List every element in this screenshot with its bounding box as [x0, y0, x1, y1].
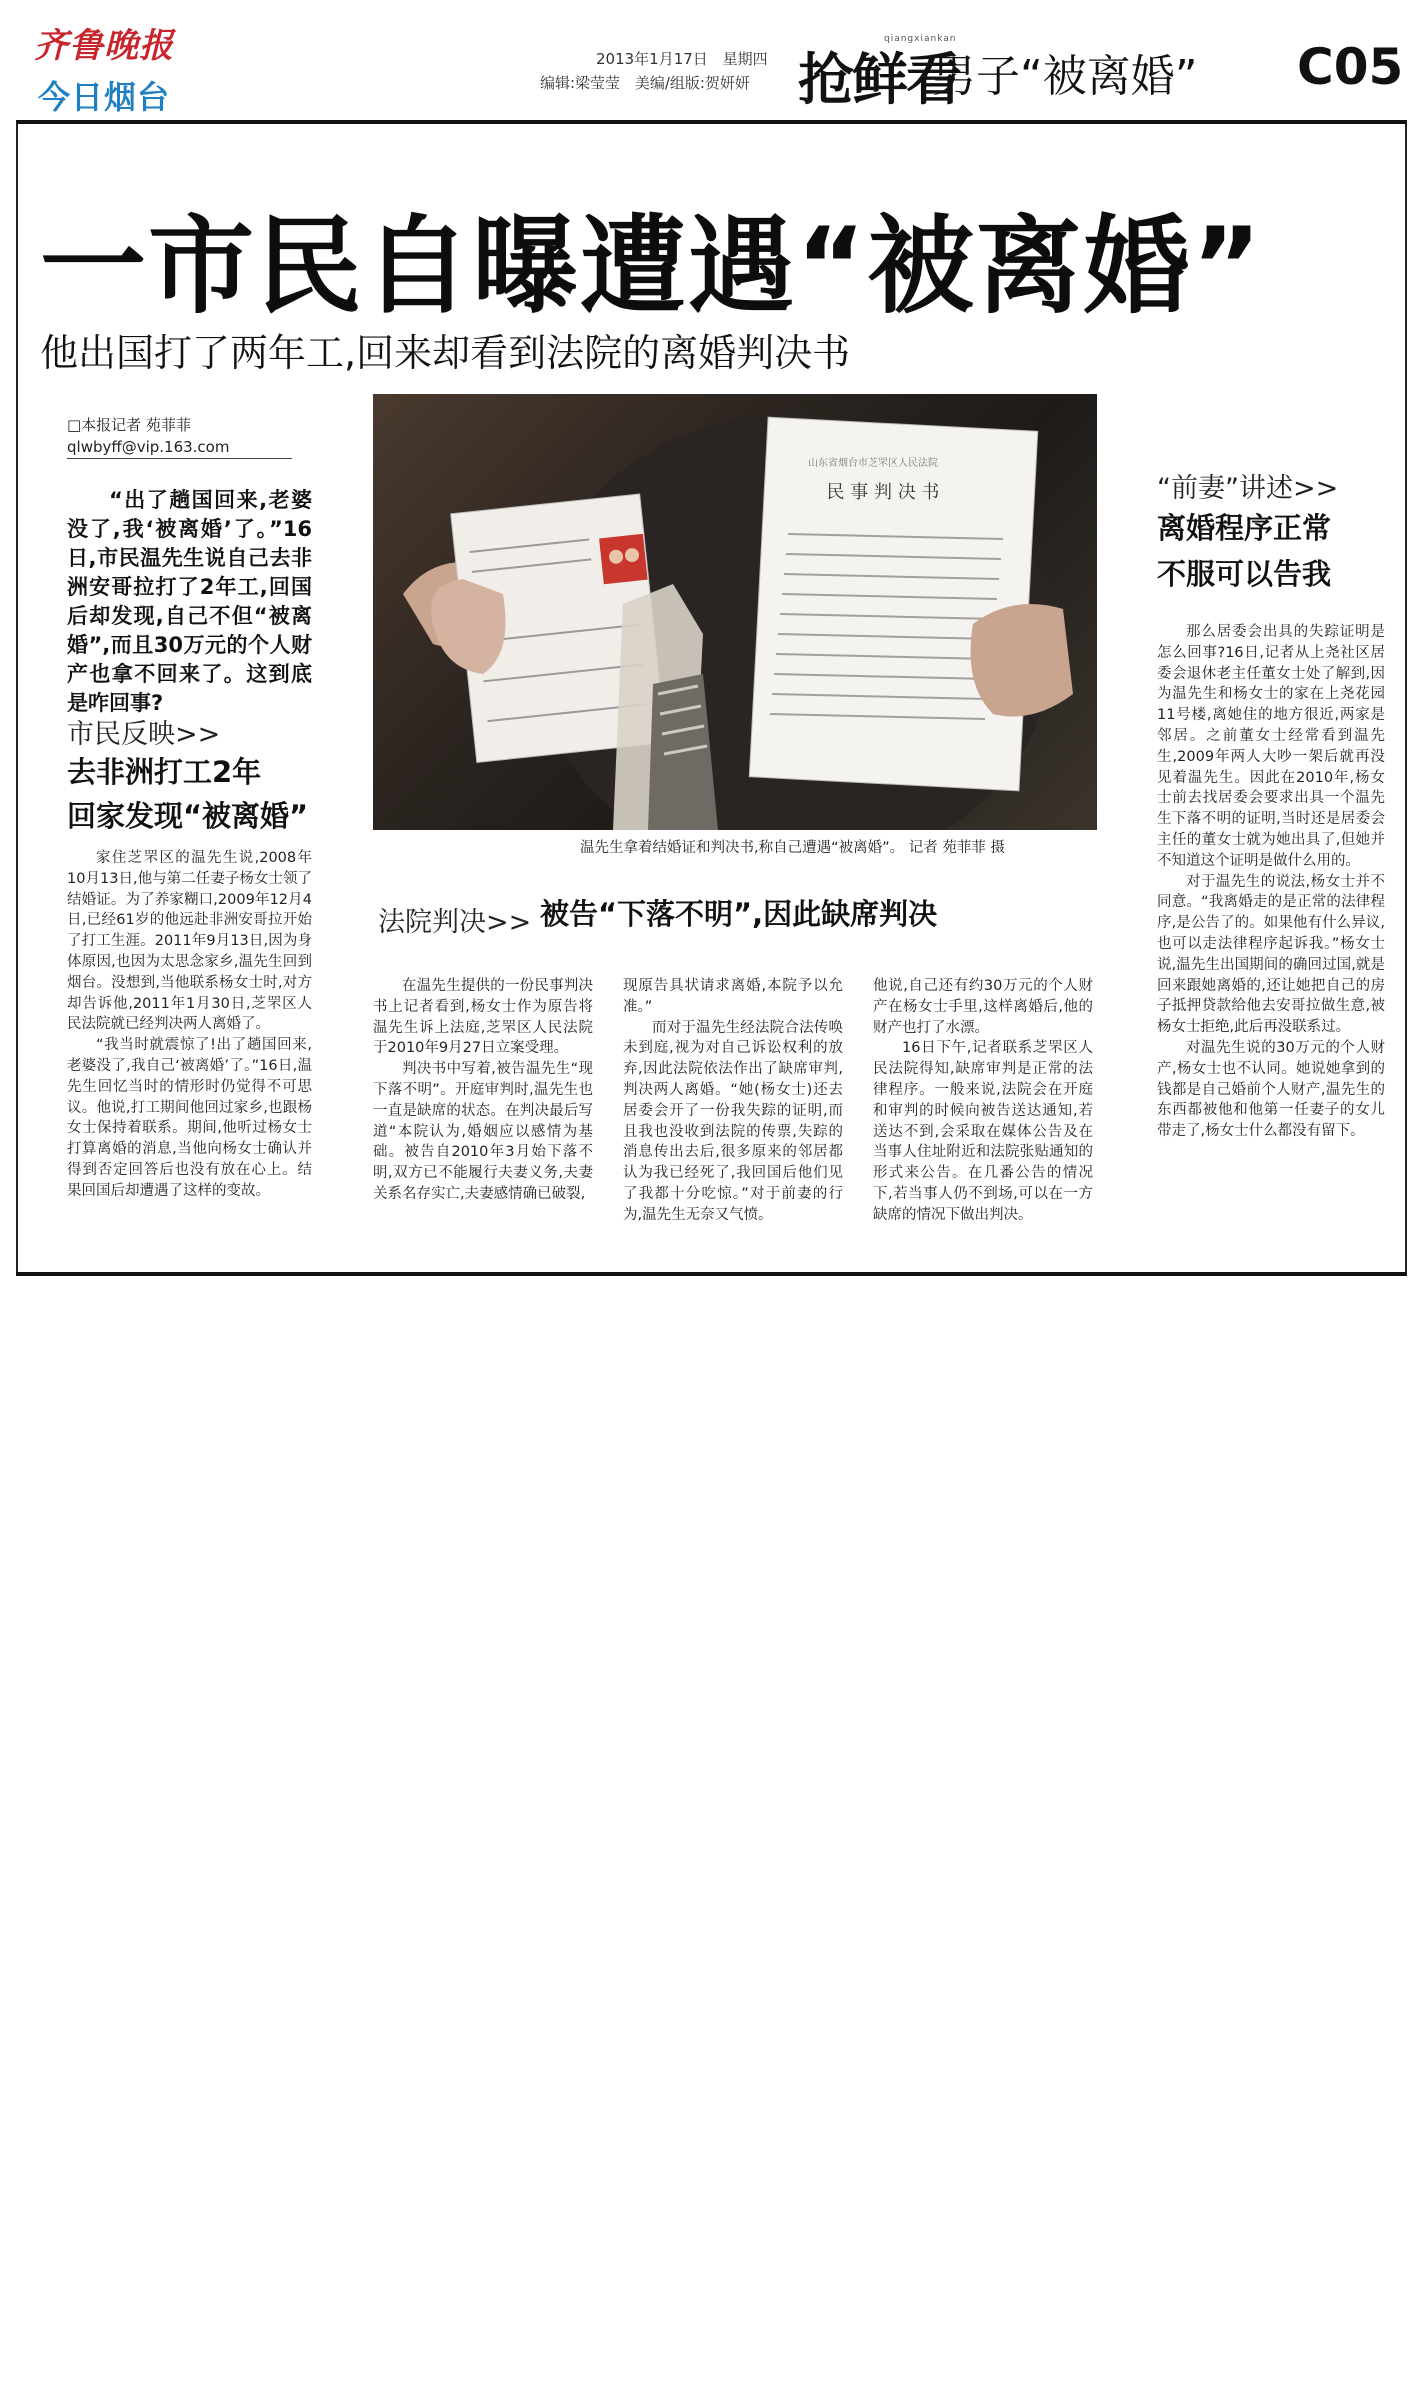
photo-illustration [373, 394, 1097, 830]
section2-paragraph: 判决书中写着,被告温先生“现下落不明”。开庭审判时,温先生也一直是缺席的状态。在判决最后写道“本院认为,婚姻应以感情为基础。被告自2010年3月始下落不明,双方已不能履行夫妻义务,夫妻关系名存实亡,夫妻感情确已破裂, [373, 1061, 593, 1202]
subheadline: 他出国打了两年工,回来却看到法院的离婚判决书 [40, 331, 851, 375]
headline: 一市民自曝遭遇“被离婚” [40, 205, 1264, 328]
section2-column2 [623, 976, 843, 1226]
byline: □本报记者 苑菲菲 [67, 416, 191, 434]
section1-paragraph: 家住芝罘区的温先生说,2008年10月13日,他与第二任妻子杨女士领了结婚证。为了养家糊口,2009年12月4日,已经61岁的他远赴非洲安哥拉开始了打工生涯。2011年9月13日,因为身体原因,也因为太思念家乡,温先生回到烟台。没想到,当他联系杨女士时,对方却告诉他,2011年1月30日,芝罘区人民法院就已经判决两人离婚了。 [67, 850, 312, 1033]
photo-caption: 温先生拿着结婚证和判决书,称自己遭遇“被离婚”。 记者 苑菲菲 摄 [580, 840, 1005, 856]
section3-paragraph: 那么居委会出具的失踪证明是怎么回事?16日,记者从上尧社区居委会退休老主任董女士处了解到,因为温先生和杨女士的家在上尧花园11号楼,离她住的地方很近,两家是邻居。之前董女士经常看到温先生,2009年两人大吵一架后就再没见着温先生。因此在2010年,杨女士前去找居委会要求出具一个温先生下落不明的证明,当时还是居委会主任的董女士就为她出具了,但她并不知道这个证明是做什么用的。 [1157, 624, 1385, 869]
section1-headline-line2: 回家发现“被离婚” [67, 799, 309, 833]
section2-column1 [373, 976, 593, 1205]
byline-divider [67, 458, 292, 459]
section2-column3 [873, 976, 1093, 1226]
lead-paragraph: “出了趟国回来,老婆没了,我‘被离婚’了。”16日,市民温先生说自己去非洲安哥拉打了2年工,回国后却发现,自己不但“被离婚”,而且30万元的个人财产也拿不回来了。这到底是咋回事? [67, 488, 312, 715]
section3-paragraph: 对于温先生的说法,杨女士并不同意。“我离婚走的是正常的法律程序,是公告了的。如果他有什么异议,也可以走法律程序起诉我。”杨女士说,温先生出国期间的确回过国,就是回来跟她离婚的,还让她把自己的房子抵押贷款给他去安哥拉做生意,被杨女士拒绝,此后再没联系过。 [1157, 873, 1385, 1036]
bottom-rule [16, 1272, 1407, 1276]
section2-headline: 被告“下落不明”,因此缺席判决 [540, 897, 938, 931]
section-name: 今日烟台 [38, 78, 171, 116]
newspaper-name: 齐鲁晚报 [34, 26, 174, 66]
reporter-email: qlwbyff@vip.163.com [67, 438, 230, 456]
section3-headline-line1: 离婚程序正常 [1157, 511, 1332, 545]
date-line: 2013年1月17日 星期四 [596, 50, 768, 68]
editor-line: 编辑:梁莹莹 美编/组版:贺妍妍 [540, 74, 750, 92]
section2-paragraph: 而对于温先生经法院合法传唤未到庭,视为对自己诉讼权利的放弃,因此法院依法作出了缺席审判,判决两人离婚。“她(杨女士)还去居委会开了一份我失踪的证明,而且我也没收到法院的传票,失踪的消息传出去后,很多原来的邻居都认为我已经死了,我回国后他们见了我都十分吃惊。”对于前妻的行为,温先生无奈又气愤。 [623, 1019, 843, 1223]
judgment-title: 民 事 判 决 书 [826, 482, 940, 503]
section3-kicker: “前妻”讲述>> [1157, 473, 1339, 504]
section1-body [67, 848, 312, 1202]
section2-paragraph: 16日下午,记者联系芝罘区人民法院得知,缺席审判是正常的法律程序。一般来说,法院会在开庭和审判的时候向被告送达通知,若送达不到,会采取在媒体公告及在当事人住址附近和法院张贴通知的形式来公告。在几番公告的情况下,若当事人仍不到场,可以在一方缺席的情况下做出判决。 [873, 1040, 1093, 1223]
section1-headline-line1: 去非洲打工2年 [67, 755, 262, 789]
column-brand-pinyin: qiangxiankan [884, 34, 957, 44]
section2-paragraph: 现原告具状请求离婚,本院予以允准。” [623, 978, 843, 1015]
section1-paragraph: “我当时就震惊了!出了趟国回来,老婆没了,我自己‘被离婚’了。”16日,温先生回忆当时的情形时仍觉得不可思议。他说,打工期间他回过家乡,也跟杨女士保持着联系。期间,他听过杨女士打算离婚的消息,当他向杨女士确认并得到否定回答后也没有放在心上。结果回国后却遭遇了这样的变故。 [67, 1037, 312, 1199]
section3-headline-line2: 不服可以告我 [1157, 557, 1332, 591]
column-brand: 抢鲜看 [798, 48, 960, 113]
section2-paragraph: 在温先生提供的一份民事判决书上记者看到,杨女士作为原告将温先生诉上法庭,芝罘区人民法院于2010年9月27日立案受理。 [373, 978, 593, 1057]
section3-body [1157, 622, 1385, 1142]
section2-kicker: 法院判决>> [378, 907, 532, 938]
section3-paragraph: 对温先生说的30万元的个人财产,杨女士也不认同。她说她拿到的钱都是自己婚前个人财产,温先生的东西都被他和他第一任妻子的女儿带走了,杨女士什么都没有留下。 [1157, 1039, 1385, 1140]
judgment-header: 山东省烟台市芝罘区人民法院 [808, 458, 938, 469]
news-photo [373, 394, 1097, 830]
section2-paragraph: 他说,自己还有约30万元的个人财产在杨女士手里,这样离婚后,他的财产也打了水漂。 [873, 978, 1093, 1036]
column-topic: ·男子“被离婚” [918, 51, 1198, 102]
page-number: C05 [1297, 38, 1404, 96]
section1-kicker: 市民反映>> [67, 719, 221, 750]
